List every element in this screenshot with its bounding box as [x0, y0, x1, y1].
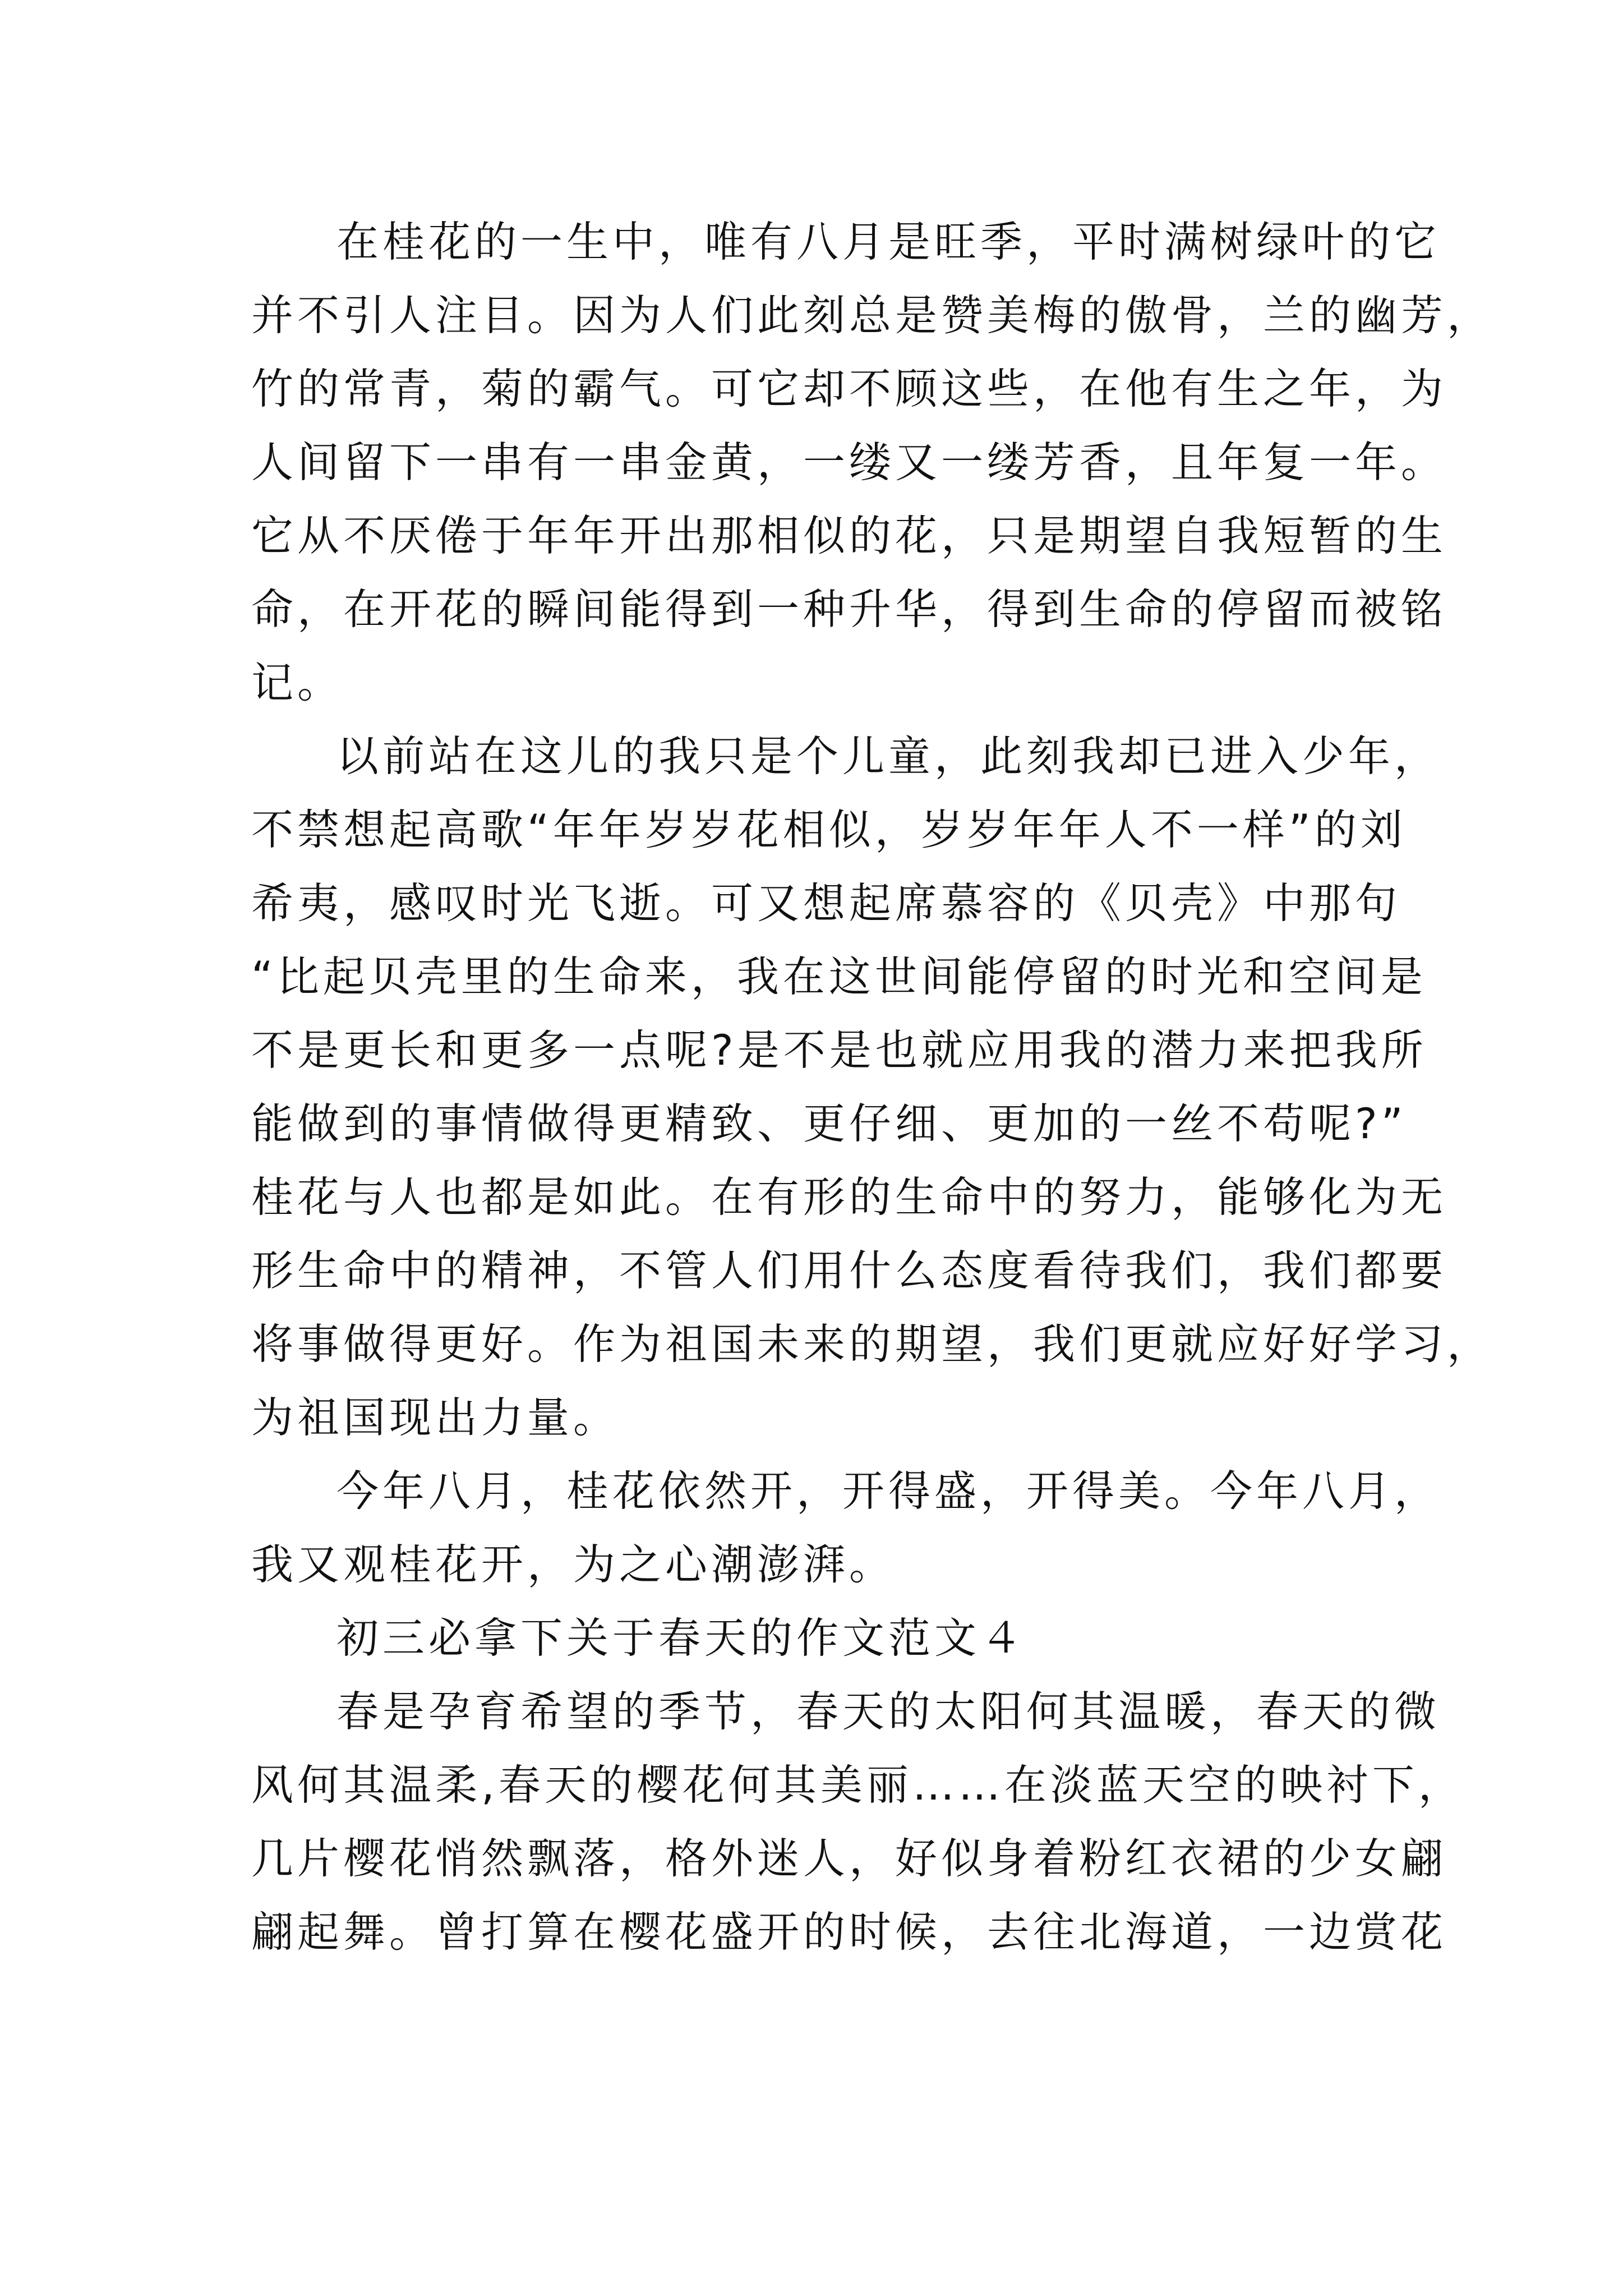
text-line: 今年八月，桂花依然开，开得盛，开得美。今年八月， [336, 1466, 1441, 1516]
text-line: 形生命中的精神，不管人们用什么态度看待我们，我们都要 [251, 1246, 1447, 1295]
text-line: 人间留下一串有一串金黄，一缕又一缕芳香，且年复一年。 [251, 438, 1447, 487]
text-line: 希夷，感叹时光飞逝。可又想起席慕容的《贝壳》中那句 [251, 878, 1401, 928]
text-line: 在桂花的一生中，唯有八月是旺季，平时满树绿叶的它 [336, 217, 1441, 266]
text-line: 记。 [251, 658, 344, 707]
text-line: 能做到的事情做得更精致、更仔细、更加的一丝不苟呢?” [251, 1099, 1407, 1148]
text-line: 命，在开花的瞬间能得到一种升华，得到生命的停留而被铭 [251, 585, 1447, 634]
text-line: 不禁想起高歌“年年岁岁花相似，岁岁年年人不一样”的刘 [251, 805, 1407, 854]
text-line: 翩起舞。曾打算在樱花盛开的时候，去往北海道，一边赏花 [251, 1907, 1447, 1957]
text-line: 桂花与人也都是如此。在有形的生命中的努力，能够化为无 [251, 1172, 1447, 1222]
text-line: “比起贝壳里的生命来，我在这世间能停留的时光和空间是 [251, 952, 1427, 1001]
text-line: 以前站在这儿的我只是个儿童，此刻我却已进入少年， [336, 731, 1441, 781]
text-line: 将事做得更好。作为祖国未来的期望，我们更就应好好学习， [251, 1319, 1493, 1369]
text-line: 为祖国现出力量。 [251, 1393, 620, 1442]
section-heading: 初三必拿下关于春天的作文范文４ [336, 1613, 1027, 1663]
text-line: 不是更长和更多一点呢?是不是也就应用我的潜力来把我所 [251, 1025, 1427, 1075]
text-line: 我又观桂花开，为之心潮澎湃。 [251, 1540, 896, 1589]
text-line: 竹的常青，菊的霸气。可它却不顾这些，在他有生之年，为 [251, 364, 1447, 413]
text-line: 它从不厌倦于年年开出那相似的花，只是期望自我短暂的生 [251, 511, 1447, 560]
text-line: 风何其温柔,春天的樱花何其美丽……在淡蓝天空的映衬下， [251, 1760, 1464, 1810]
text-line: 春是孕育希望的季节，春天的太阳何其温暖，春天的微 [336, 1687, 1441, 1736]
text-line: 并不引人注目。因为人们此刻总是赞美梅的傲骨，兰的幽芳， [251, 291, 1493, 340]
text-line: 几片樱花悄然飘落，格外迷人，好似身着粉红衣裙的少女翩 [251, 1834, 1447, 1883]
